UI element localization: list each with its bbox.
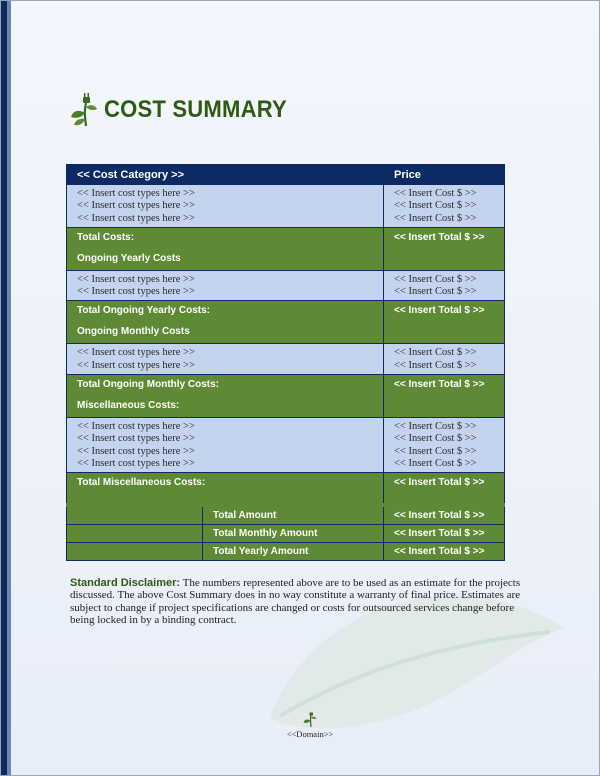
left-accent-bar <box>0 0 7 776</box>
cost-price-placeholder[interactable]: << Insert Cost $ >> <box>394 445 477 457</box>
section-total-value[interactable]: << Insert Total $ >> <box>394 305 485 317</box>
section-total-label: Total Miscellaneous Costs: <box>77 477 206 489</box>
cost-items-row <box>67 270 505 301</box>
footer <box>240 710 380 739</box>
page-title: COST SUMMARY <box>104 96 287 123</box>
section-heading: Ongoing Yearly Costs <box>77 252 181 264</box>
section-total-label: Total Ongoing Yearly Costs: <box>77 305 210 317</box>
sprout-plug-icon <box>70 93 98 127</box>
cost-prices-cell <box>384 344 505 375</box>
sprout-plug-icon <box>303 710 317 728</box>
section-total-row <box>67 473 505 506</box>
section-heading: Miscellaneous Costs: <box>77 400 180 412</box>
cost-prices-cell <box>384 185 505 228</box>
summary-row <box>67 543 505 561</box>
table-header <box>67 165 505 185</box>
header-price: Price <box>384 165 505 185</box>
cost-items-row <box>67 185 505 228</box>
cost-prices-cell <box>384 270 505 301</box>
section-total-value-cell <box>384 473 505 506</box>
section-total-label: Total Costs: <box>77 231 135 243</box>
cost-types-cell <box>67 185 384 228</box>
section-heading: Ongoing Monthly Costs <box>77 326 190 338</box>
section-total-value-cell <box>384 227 505 270</box>
section-total-label-cell <box>67 375 384 418</box>
section-total-value[interactable]: << Insert Total $ >> <box>394 231 485 243</box>
section-total-label-cell <box>67 473 384 506</box>
header-category: << Cost Category >> <box>67 165 384 185</box>
cost-items-row <box>67 344 505 375</box>
cost-type-placeholder[interactable]: << Insert cost types here >> <box>77 433 195 445</box>
cost-type-placeholder[interactable]: << Insert cost types here >> <box>77 188 195 199</box>
summary-value[interactable]: << Insert Total $ >> <box>384 543 505 561</box>
title-block <box>70 92 303 128</box>
summary-label: Total Amount <box>203 505 384 525</box>
cost-table <box>66 164 505 561</box>
cost-price-placeholder[interactable]: << Insert Cost $ >> <box>394 347 477 359</box>
summary-value[interactable]: << Insert Total $ >> <box>384 525 505 543</box>
summary-blank-cell <box>67 543 203 561</box>
cost-types-cell <box>67 270 384 301</box>
footer-domain: <<Domain>> <box>286 729 334 739</box>
cost-price-placeholder[interactable]: << Insert Cost $ >> <box>394 359 477 371</box>
cost-price-placeholder[interactable]: << Insert Cost $ >> <box>394 212 477 224</box>
cost-type-placeholder[interactable]: << Insert cost types here >> <box>77 445 195 457</box>
disclaimer <box>70 577 530 627</box>
disclaimer-text: The numbers represented above are to be used as an estimate for the projects discussed. The above Cost Summary does in no way constitute a warranty of final price. Estimates are subject to change if project specifications are changed or costs for outsourced services change before being locked in by a binding contract. <box>70 577 521 627</box>
cost-type-placeholder[interactable]: << Insert cost types here >> <box>77 273 195 285</box>
cost-type-placeholder[interactable]: << Insert cost types here >> <box>77 457 195 469</box>
cost-type-placeholder[interactable]: << Insert cost types here >> <box>77 200 195 212</box>
section-total-label-cell <box>67 227 384 270</box>
cost-prices-cell <box>384 418 505 473</box>
section-total-value-cell <box>384 375 505 418</box>
cost-type-placeholder[interactable]: << Insert cost types here >> <box>77 286 195 298</box>
section-total-row <box>67 375 505 418</box>
summary-row <box>67 505 505 525</box>
summary-value[interactable]: << Insert Total $ >> <box>384 505 505 525</box>
section-total-row <box>67 301 505 344</box>
summary-label: Total Yearly Amount <box>203 543 384 561</box>
cost-price-placeholder[interactable]: << Insert Cost $ >> <box>394 433 477 445</box>
section-total-value[interactable]: << Insert Total $ >> <box>394 477 485 489</box>
cost-price-placeholder[interactable]: << Insert Cost $ >> <box>394 200 477 212</box>
summary-blank-cell <box>67 525 203 543</box>
cost-price-placeholder[interactable]: << Insert Cost $ >> <box>394 457 477 469</box>
section-total-label: Total Ongoing Monthly Costs: <box>77 379 220 391</box>
section-total-row <box>67 227 505 270</box>
section-total-value[interactable]: << Insert Total $ >> <box>394 379 485 391</box>
cost-type-placeholder[interactable]: << Insert cost types here >> <box>77 212 195 224</box>
cost-price-placeholder[interactable]: << Insert Cost $ >> <box>394 286 477 298</box>
disclaimer-lead: Standard Disclaimer: <box>70 577 181 589</box>
section-total-label-cell <box>67 301 384 344</box>
cost-type-placeholder[interactable]: << Insert cost types here >> <box>77 421 195 433</box>
summary-row <box>67 525 505 543</box>
cost-items-row <box>67 418 505 473</box>
summary-blank-cell <box>67 505 203 525</box>
cost-type-placeholder[interactable]: << Insert cost types here >> <box>77 347 195 359</box>
cost-price-placeholder[interactable]: << Insert Cost $ >> <box>394 421 477 433</box>
left-accent-stripe <box>7 0 11 776</box>
cost-types-cell <box>67 418 384 473</box>
summary-label: Total Monthly Amount <box>203 525 384 543</box>
cost-types-cell <box>67 344 384 375</box>
cost-price-placeholder[interactable]: << Insert Cost $ >> <box>394 188 477 199</box>
cost-price-placeholder[interactable]: << Insert Cost $ >> <box>394 273 477 285</box>
section-total-value-cell <box>384 301 505 344</box>
cost-type-placeholder[interactable]: << Insert cost types here >> <box>77 359 195 371</box>
